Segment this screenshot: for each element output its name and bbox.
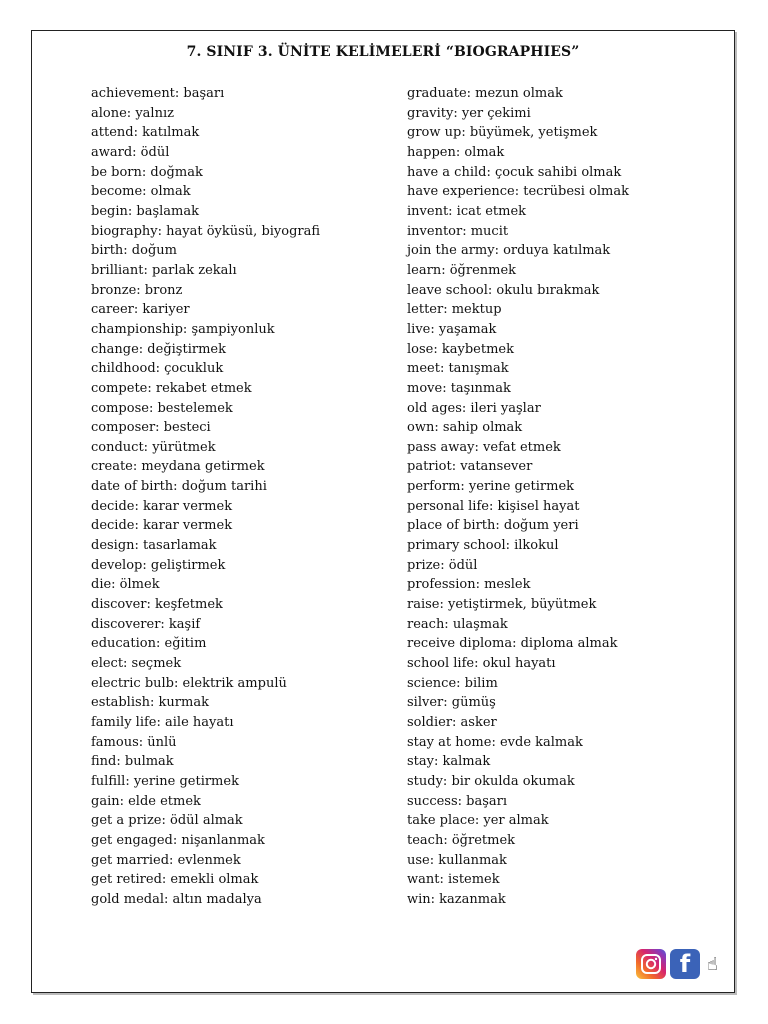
vocabulary-item: pass away: vefat etmek xyxy=(407,439,561,455)
vocabulary-item: teach: öğretmek xyxy=(407,832,516,848)
vocabulary-item: brilliant: parlak zekalı xyxy=(91,262,237,278)
hand-cursor-icon: ☝ xyxy=(707,953,718,975)
vocabulary-item: achievement: başarı xyxy=(91,86,225,101)
vocabulary-item: conduct: yürütmek xyxy=(91,439,216,455)
vocabulary-item: gain: elde etmek xyxy=(91,793,201,809)
vocabulary-item: become: olmak xyxy=(91,184,191,200)
vocabulary-item: primary school: ilkokul xyxy=(407,538,559,554)
vocabulary-item: letter: mektup xyxy=(407,302,502,318)
vocabulary-item: stay: kalmak xyxy=(407,754,491,770)
vocabulary-item: place of birth: doğum yeri xyxy=(407,518,579,534)
page-title: 7. SINIF 3. ÜNİTE KELİMELERİ “BIOGRAPHIES” xyxy=(186,44,580,60)
vocabulary-item: learn: öğrenmek xyxy=(407,262,517,278)
vocabulary-item: find: bulmak xyxy=(91,754,174,770)
vocabulary-item: invent: icat etmek xyxy=(407,203,527,219)
vocabulary-item: alone: yalnız xyxy=(91,105,174,121)
vocabulary-item: gold medal: altın madalya xyxy=(91,891,262,907)
vocabulary-item: childhood: çocukluk xyxy=(91,361,224,377)
vocabulary-item: award: ödül xyxy=(91,144,170,160)
vocabulary-item: electric bulb: elektrik ampulü xyxy=(91,675,287,691)
vocabulary-item: get a prize: ödül almak xyxy=(91,813,243,829)
vocabulary-item: join the army: orduya katılmak xyxy=(407,243,611,259)
vocabulary-item: silver: gümüş xyxy=(407,695,496,711)
vocabulary-item: win: kazanmak xyxy=(407,891,506,907)
vocabulary-item: decide: karar vermek xyxy=(91,498,233,514)
vocabulary-item: old ages: ileri yaşlar xyxy=(407,400,541,416)
vocabulary-item: school life: okul hayatı xyxy=(407,656,556,672)
vocabulary-item: gravity: yer çekimi xyxy=(407,105,531,121)
vocabulary-item: begin: başlamak xyxy=(91,203,199,219)
vocabulary-item: education: eğitim xyxy=(91,636,207,652)
vocabulary-item: receive diploma: diploma almak xyxy=(407,636,618,652)
vocabulary-item: lose: kaybetmek xyxy=(407,341,514,357)
vocabulary-item: move: taşınmak xyxy=(407,380,511,396)
vocabulary-item: happen: olmak xyxy=(407,144,505,160)
vocabulary-item: composer: besteci xyxy=(91,420,211,436)
vocabulary-item: develop: geliştirmek xyxy=(91,557,226,573)
vocabulary-item: have experience: tecrübesi olmak xyxy=(407,184,629,200)
vocabulary-item: get engaged: nişanlanmak xyxy=(91,832,265,848)
vocabulary-item: science: bilim xyxy=(407,675,498,691)
vocabulary-item: change: değiştirmek xyxy=(91,341,226,357)
vocabulary-item: compete: rekabet etmek xyxy=(91,380,252,396)
vocabulary-item: inventor: mucit xyxy=(407,223,509,239)
facebook-glyph: f xyxy=(679,950,691,978)
vocabulary-item: birth: doğum xyxy=(91,243,177,259)
vocabulary-item: patriot: vatansever xyxy=(407,459,533,475)
vocabulary-item: use: kullanmak xyxy=(407,852,507,868)
vocabulary-item: have a child: çocuk sahibi olmak xyxy=(407,164,622,180)
vocabulary-item: design: tasarlamak xyxy=(91,538,217,554)
vocabulary-item: discover: keşfetmek xyxy=(91,597,223,613)
vocabulary-item: attend: katılmak xyxy=(91,125,200,141)
vocabulary-item: personal life: kişisel hayat xyxy=(407,498,580,514)
vocabulary-item: graduate: mezun olmak xyxy=(407,86,563,101)
vocabulary-item: want: istemek xyxy=(407,872,500,888)
vocabulary-item: date of birth: doğum tarihi xyxy=(91,479,267,495)
vocabulary-item: create: meydana getirmek xyxy=(91,459,265,475)
vocabulary-item: take place: yer almak xyxy=(407,813,549,829)
facebook-icon[interactable] xyxy=(670,949,700,979)
vocabulary-item: grow up: büyümek, yetişmek xyxy=(407,125,598,141)
vocabulary-item: elect: seçmek xyxy=(91,656,182,672)
vocabulary-item: championship: şampiyonluk xyxy=(91,321,275,337)
vocabulary-item: be born: doğmak xyxy=(91,164,203,180)
vocabulary-item: stay at home: evde kalmak xyxy=(407,734,583,750)
instagram-glyph xyxy=(640,953,662,975)
page-frame xyxy=(31,30,735,993)
vocabulary-list-right xyxy=(407,84,629,910)
vocabulary-item: meet: tanışmak xyxy=(407,361,509,377)
vocabulary-item: compose: bestelemek xyxy=(91,400,233,416)
vocabulary-item: reach: ulaşmak xyxy=(407,616,508,632)
vocabulary-item: family life: aile hayatı xyxy=(91,715,234,730)
social-links xyxy=(636,949,718,979)
vocabulary-item: perform: yerine getirmek xyxy=(407,479,575,495)
vocabulary-item: decide: karar vermek xyxy=(91,518,233,534)
vocabulary-item: fulfill: yerine getirmek xyxy=(91,773,239,789)
instagram-icon[interactable] xyxy=(636,949,666,979)
vocabulary-item: study: bir okulda okumak xyxy=(407,773,575,789)
vocabulary-item: biography: hayat öyküsü, biyografi xyxy=(91,223,321,239)
vocabulary-item: die: ölmek xyxy=(91,577,160,593)
vocabulary-item: prize: ödül xyxy=(407,557,478,573)
vocabulary-item: live: yaşamak xyxy=(407,321,497,337)
vocabulary-item: establish: kurmak xyxy=(91,695,209,711)
vocabulary-item: get retired: emekli olmak xyxy=(91,872,259,888)
vocabulary-item: soldier: asker xyxy=(407,715,497,730)
vocabulary-item: get married: evlenmek xyxy=(91,852,241,868)
vocabulary-item: leave school: okulu bırakmak xyxy=(407,282,600,298)
vocabulary-list-left xyxy=(91,84,320,910)
vocabulary-item: bronze: bronz xyxy=(91,282,183,298)
vocabulary-item: famous: ünlü xyxy=(91,734,177,750)
vocabulary-item: own: sahip olmak xyxy=(407,420,523,436)
vocabulary-item: raise: yetiştirmek, büyütmek xyxy=(407,597,597,613)
vocabulary-item: discoverer: kaşif xyxy=(91,616,201,632)
vocabulary-item: success: başarı xyxy=(407,793,508,809)
vocabulary-item: career: kariyer xyxy=(91,302,190,318)
vocabulary-item: profession: meslek xyxy=(407,577,531,593)
